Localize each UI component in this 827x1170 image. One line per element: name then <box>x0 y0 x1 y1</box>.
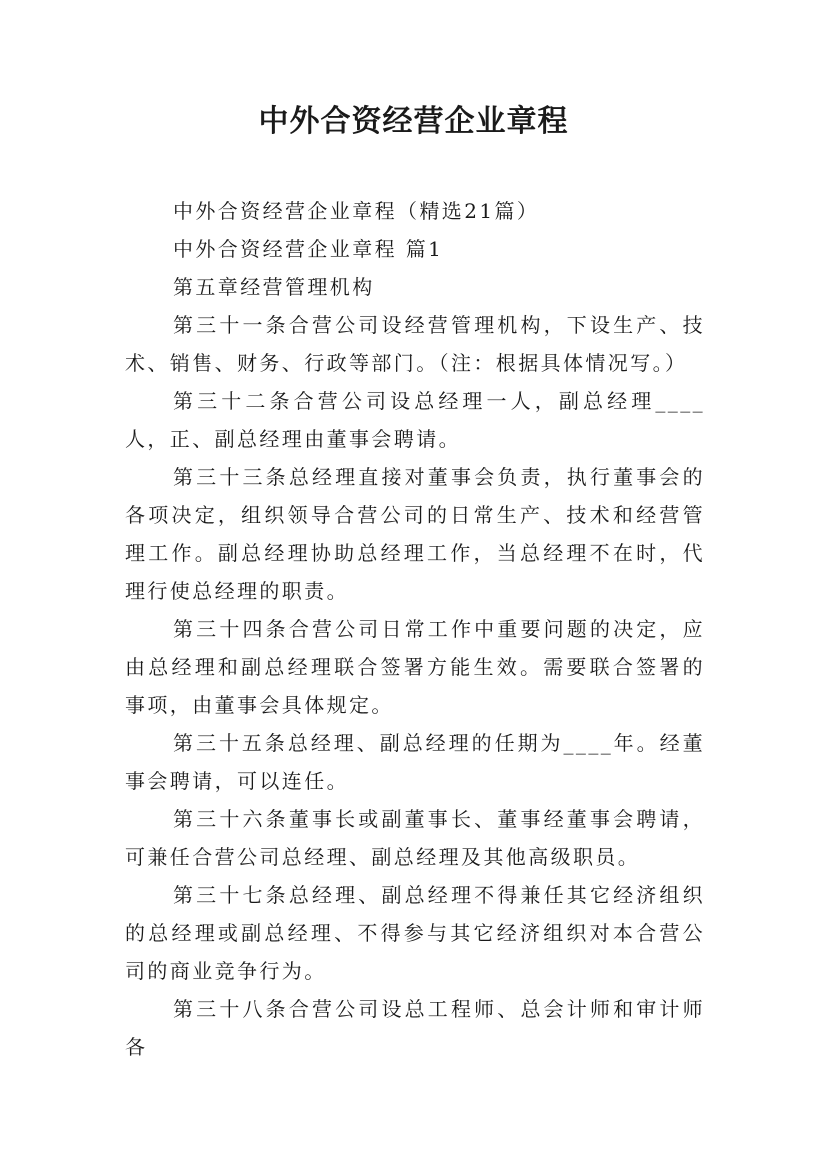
paragraph-section-heading: 中外合资经营企业章程 篇1 <box>173 237 444 261</box>
paragraph-article-37: 第三十七条总经理、副总经理不得兼任其它经济组织的总经理或副总经理、不得参与其它经济组织对本合营公司的商业竞争行为。 <box>125 883 705 983</box>
document-body <box>125 192 705 1066</box>
paragraph-article-35: 第三十五条总经理、副总经理的任期为____年。经董事会聘请，可以连任。 <box>125 731 705 793</box>
document-title: 中外合资经营企业章程 <box>258 104 569 139</box>
paragraph-article-34: 第三十四条合营公司日常工作中重要问题的决定，应由总经理和副总经理联合签署方能生效。需要联合签署的事项，由董事会具体规定。 <box>125 617 705 717</box>
paragraph-article-31: 第三十一条合营公司设经营管理机构，下设生产、技术、销售、财务、行政等部门。（注：根据具体情况写。） <box>125 313 705 375</box>
paragraph-article-38: 第三十八条合营公司设总工程师、总会计师和审计师各 <box>125 997 705 1059</box>
paragraph-chapter-heading: 第五章经营管理机构 <box>173 275 375 299</box>
paragraph-article-36: 第三十六条董事长或副董事长、董事经董事会聘请，可兼任合营公司总经理、副总经理及其他高级职员。 <box>125 807 705 869</box>
paragraph-article-32: 第三十二条合营公司设总经理一人，副总经理____人，正、副总经理由董事会聘请。 <box>125 389 705 451</box>
paragraph-collection-title: 中外合资经营企业章程（精选21篇） <box>173 199 540 223</box>
paragraph-article-33: 第三十三条总经理直接对董事会负责，执行董事会的各项决定，组织领导合营公司的日常生产、技术和经营管理工作。副总经理协助总经理工作，当总经理不在时，代理行使总经理的职责。 <box>125 465 705 603</box>
